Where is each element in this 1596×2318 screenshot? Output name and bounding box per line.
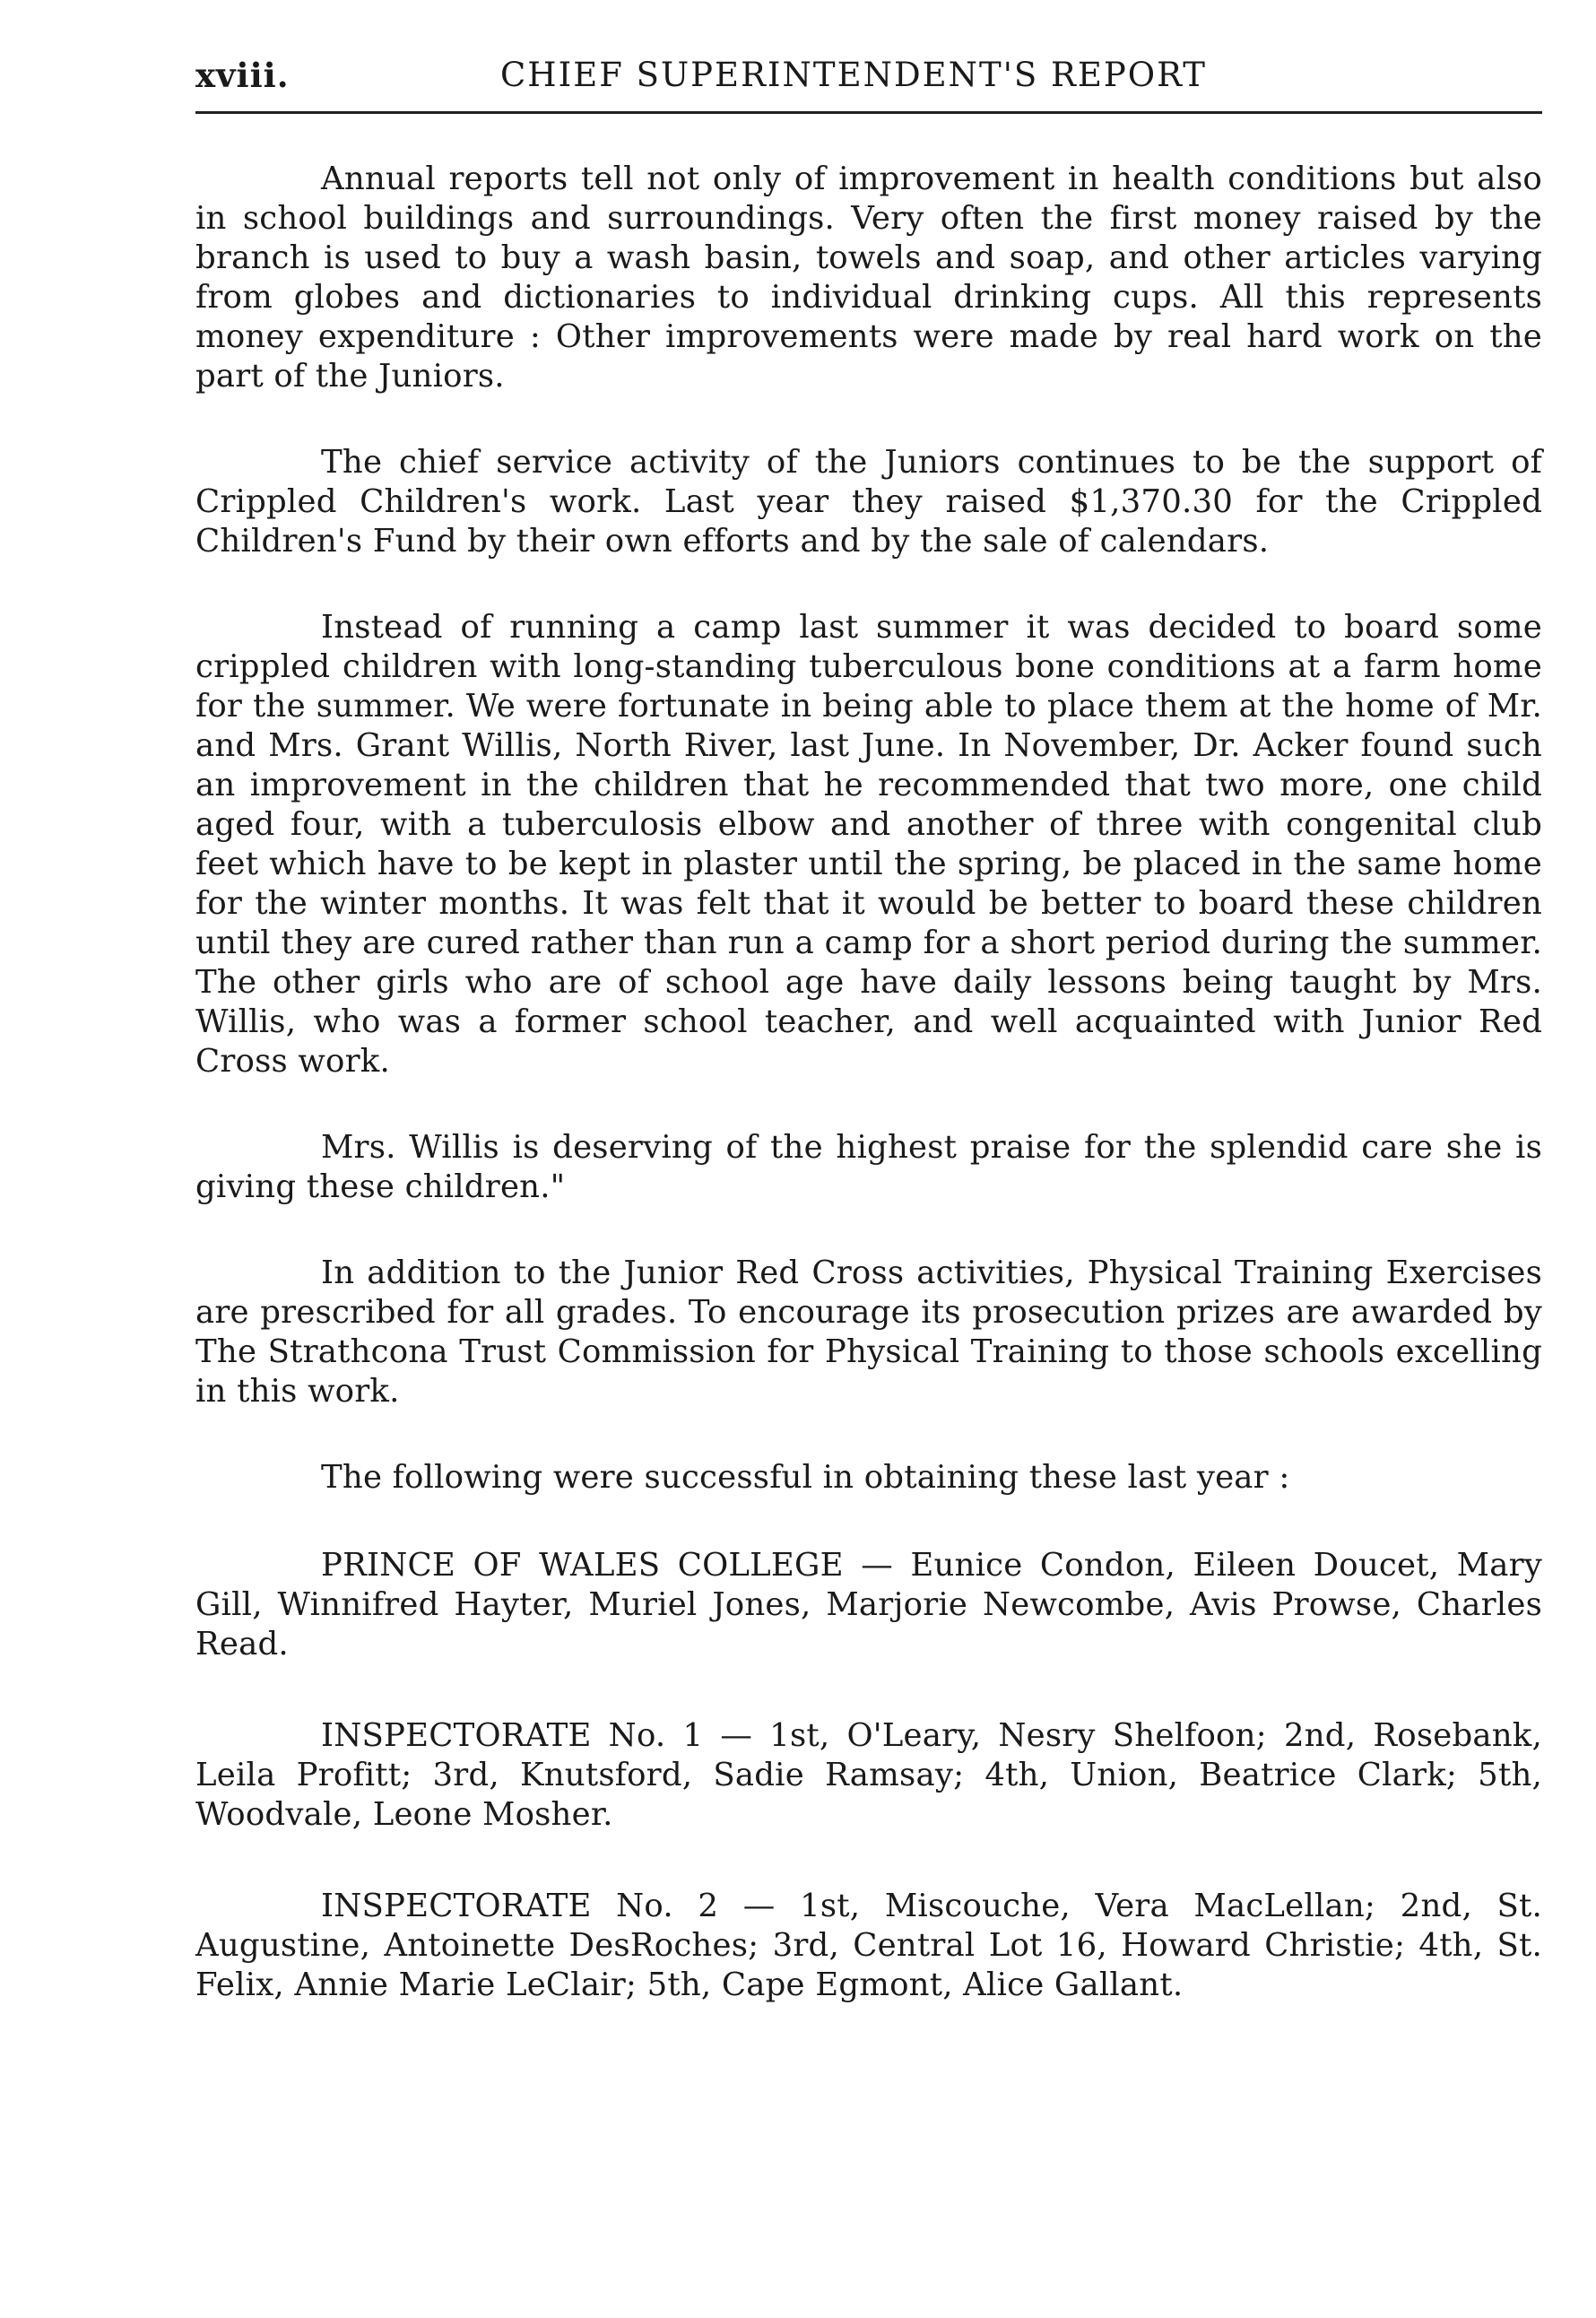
report-body xyxy=(195,160,1542,2057)
paragraph-mrs-willis-praise: Mrs. Willis is deserving of the highest praise for the splendid care she is giving these children." xyxy=(195,1129,1542,1205)
winners-prince-of-wales-college: PRINCE OF WALES COLLEGE — Eunice Condon, Eileen Doucet, Mary Gill, Winnifred Hayter, Muriel Jones, Marjorie Newcombe, Avis Prowse, Charles Read. xyxy=(195,1547,1542,1663)
page-number: xviii. xyxy=(195,56,290,95)
paragraph-physical-training: In addition to the Junior Red Cross activities, Physical Training Exercises are prescribed for all grades. To encourage its prosecution prizes are awarded by The Strathcona Trust Commission for Physical Training to those schools excelling in this work. xyxy=(195,1254,1542,1410)
page-header xyxy=(195,56,1542,109)
winners-inspectorate-1: INSPECTORATE No. 1 — 1st, O'Leary, Nesry Shelfoon; 2nd, Rosebank, Leila Profitt; 3rd, Knutsford, Sadie Ramsay; 4th, Union, Beatrice Clark; 5th, Woodvale, Leone Mosher. xyxy=(195,1717,1542,1833)
running-head: CHIEF SUPERINTENDENT'S REPORT xyxy=(500,56,1207,94)
paragraph-annual-reports: Annual reports tell not only of improvement in health conditions but also in school buildings and surroundings. Very often the first money raised by the branch is used to buy a wash basin, towels and soap, and other articles varying from globes and dictionaries to individual drinking cups. All this represents money expenditure : Other improvements were made by real hard work on the part of the Juniors. xyxy=(195,161,1542,395)
paragraph-crippled-children-support: The chief service activity of the Juniors continues to be the support of Crippled Children's work. Last year they raised $1,370.30 for the Crippled Children's Fund by their own efforts and by the sale of calendars. xyxy=(195,444,1542,560)
header-rule xyxy=(195,111,1542,114)
paragraph-successful-intro: The following were successful in obtaining these last year : xyxy=(321,1459,1290,1496)
paragraph-farm-home-boarding: Instead of running a camp last summer it was decided to board some crippled children with long-standing tuberculous bone conditions at a farm home for the summer. We were fortunate in being able to place them at the home of Mr. and Mrs. Grant Willis, North River, last June. In November, Dr. Acker found such an improvement in the children that he recommended that two more, one child aged four, with a tuberculosis elbow and another of three with congenital club feet which have to be kept in plaster until the spring, be placed in the same home for the winter months. It was felt that it would be better to board these children until they are cured rather than run a camp for a short period during the summer. The other girls who are of school age have daily lessons being taught by Mrs. Willis, who was a former school teacher, and well acquainted with Junior Red Cross work. xyxy=(195,609,1542,1080)
winners-inspectorate-2: INSPECTORATE No. 2 — 1st, Miscouche, Vera MacLellan; 2nd, St. Augustine, Antoinette DesRoches; 3rd, Central Lot 16, Howard Christie; 4th, St. Felix, Annie Marie LeClair; 5th, Cape Egmont, Alice Gallant. xyxy=(195,1888,1542,2003)
